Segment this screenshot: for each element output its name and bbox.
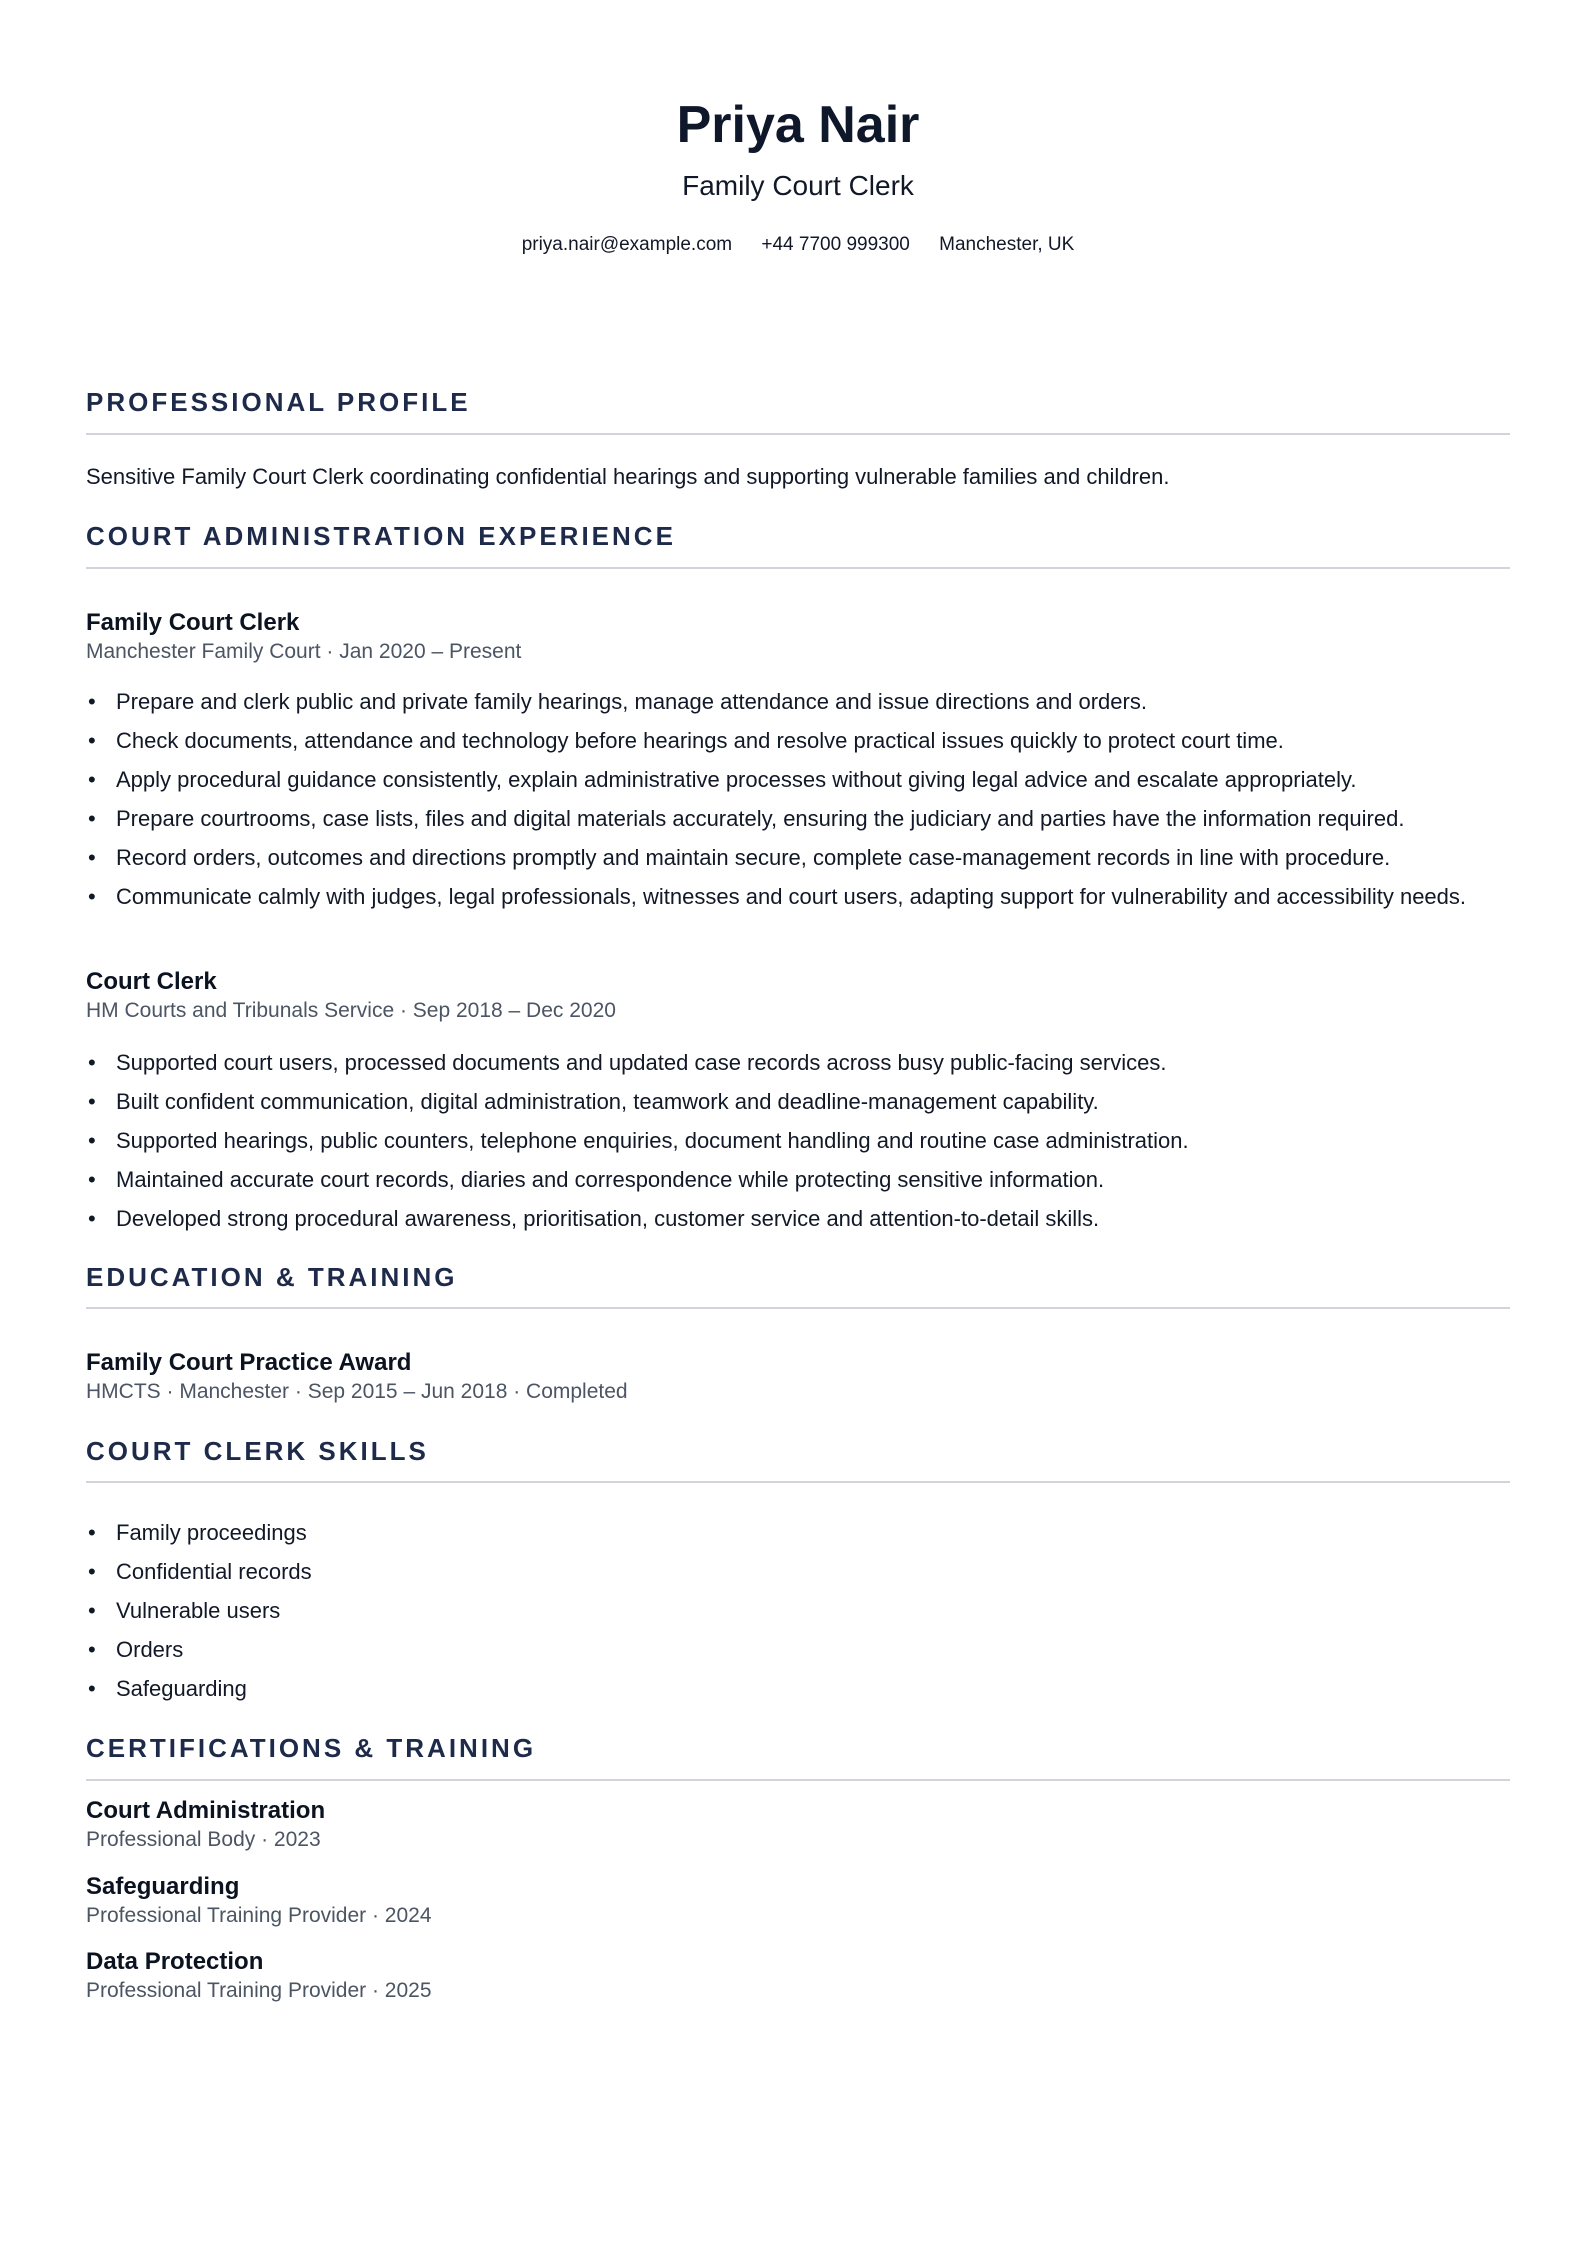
list-item: • Prepare courtrooms, case lists, files and digital materials accurately, ensuring the judiciary and parties have the information required. bbox=[116, 804, 1510, 834]
certification-title: Safeguarding bbox=[86, 1873, 240, 1900]
candidate-name: Priya Nair bbox=[676, 96, 920, 154]
list-item: • Apply procedural guidance consistently, explain administrative processes without giving legal advice and escalate appropriately. bbox=[116, 765, 1510, 795]
job-meta: HM Courts and Tribunals Service · Sep 2018 – Dec 2020 bbox=[86, 999, 616, 1022]
section-divider bbox=[86, 433, 1510, 435]
contact-line bbox=[86, 232, 1510, 258]
list-item: • Supported court users, processed documents and updated case records across busy public-facing services. bbox=[116, 1048, 1510, 1078]
certification-title: Court Administration bbox=[86, 1797, 326, 1824]
section-title-education: EDUCATION & TRAINING bbox=[86, 1262, 458, 1292]
skill-item: • Family proceedings bbox=[116, 1518, 1510, 1548]
skill-item: • Orders bbox=[116, 1635, 1510, 1665]
certification-meta: Professional Body · 2023 bbox=[86, 1828, 321, 1851]
list-item: • Developed strong procedural awareness, prioritisation, customer service and attention-to-detail skills. bbox=[116, 1204, 1510, 1234]
section-title-experience: COURT ADMINISTRATION EXPERIENCE bbox=[86, 521, 676, 551]
section-title-skills: COURT CLERK SKILLS bbox=[86, 1436, 429, 1466]
section-divider bbox=[86, 1779, 1510, 1781]
job-title: Court Clerk bbox=[86, 968, 217, 995]
contact-location: Manchester, UK bbox=[939, 234, 1075, 255]
candidate-role: Family Court Clerk bbox=[682, 170, 914, 201]
list-item: • Prepare and clerk public and private family hearings, manage attendance and issue directions and orders. bbox=[116, 687, 1510, 717]
job-bullets bbox=[86, 1048, 1510, 1243]
job-meta: Manchester Family Court · Jan 2020 – Present bbox=[86, 640, 522, 663]
education-meta: HMCTS · Manchester · Sep 2015 – Jun 2018 · Completed bbox=[86, 1380, 628, 1403]
list-item: • Communicate calmly with judges, legal professionals, witnesses and court users, adapting support for vulnerability and accessibility needs. bbox=[116, 882, 1510, 912]
list-item: • Built confident communication, digital administration, teamwork and deadline-management capability. bbox=[116, 1087, 1510, 1117]
list-item: • Supported hearings, public counters, telephone enquiries, document handling and routine case administration. bbox=[116, 1126, 1510, 1156]
list-item: • Record orders, outcomes and directions promptly and maintain secure, complete case-management records in line with procedure. bbox=[116, 843, 1510, 873]
section-divider bbox=[86, 567, 1510, 569]
certification-title: Data Protection bbox=[86, 1948, 264, 1975]
skill-item: • Confidential records bbox=[116, 1557, 1510, 1587]
section-divider bbox=[86, 1481, 1510, 1483]
section-title-profile: PROFESSIONAL PROFILE bbox=[86, 387, 471, 417]
list-item: • Check documents, attendance and technology before hearings and resolve practical issues quickly to protect court time. bbox=[116, 726, 1510, 756]
contact-email: priya.nair@example.com bbox=[521, 234, 733, 255]
profile-summary: Sensitive Family Court Clerk coordinating confidential hearings and supporting vulnerable families and children. bbox=[86, 464, 1170, 489]
skills-list bbox=[86, 1518, 1510, 1713]
list-item: • Maintained accurate court records, diaries and correspondence while protecting sensitive information. bbox=[116, 1165, 1510, 1195]
section-title-certifications: CERTIFICATIONS & TRAINING bbox=[86, 1733, 537, 1763]
contact-phone: +44 7700 999300 bbox=[761, 234, 910, 255]
skill-item: • Safeguarding bbox=[116, 1674, 1510, 1704]
certification-meta: Professional Training Provider · 2025 bbox=[86, 1979, 432, 2002]
job-title: Family Court Clerk bbox=[86, 609, 300, 636]
section-divider bbox=[86, 1307, 1510, 1309]
skill-item: • Vulnerable users bbox=[116, 1596, 1510, 1626]
job-bullets bbox=[86, 687, 1510, 921]
certification-meta: Professional Training Provider · 2024 bbox=[86, 1904, 432, 1927]
education-title: Family Court Practice Award bbox=[86, 1349, 412, 1376]
